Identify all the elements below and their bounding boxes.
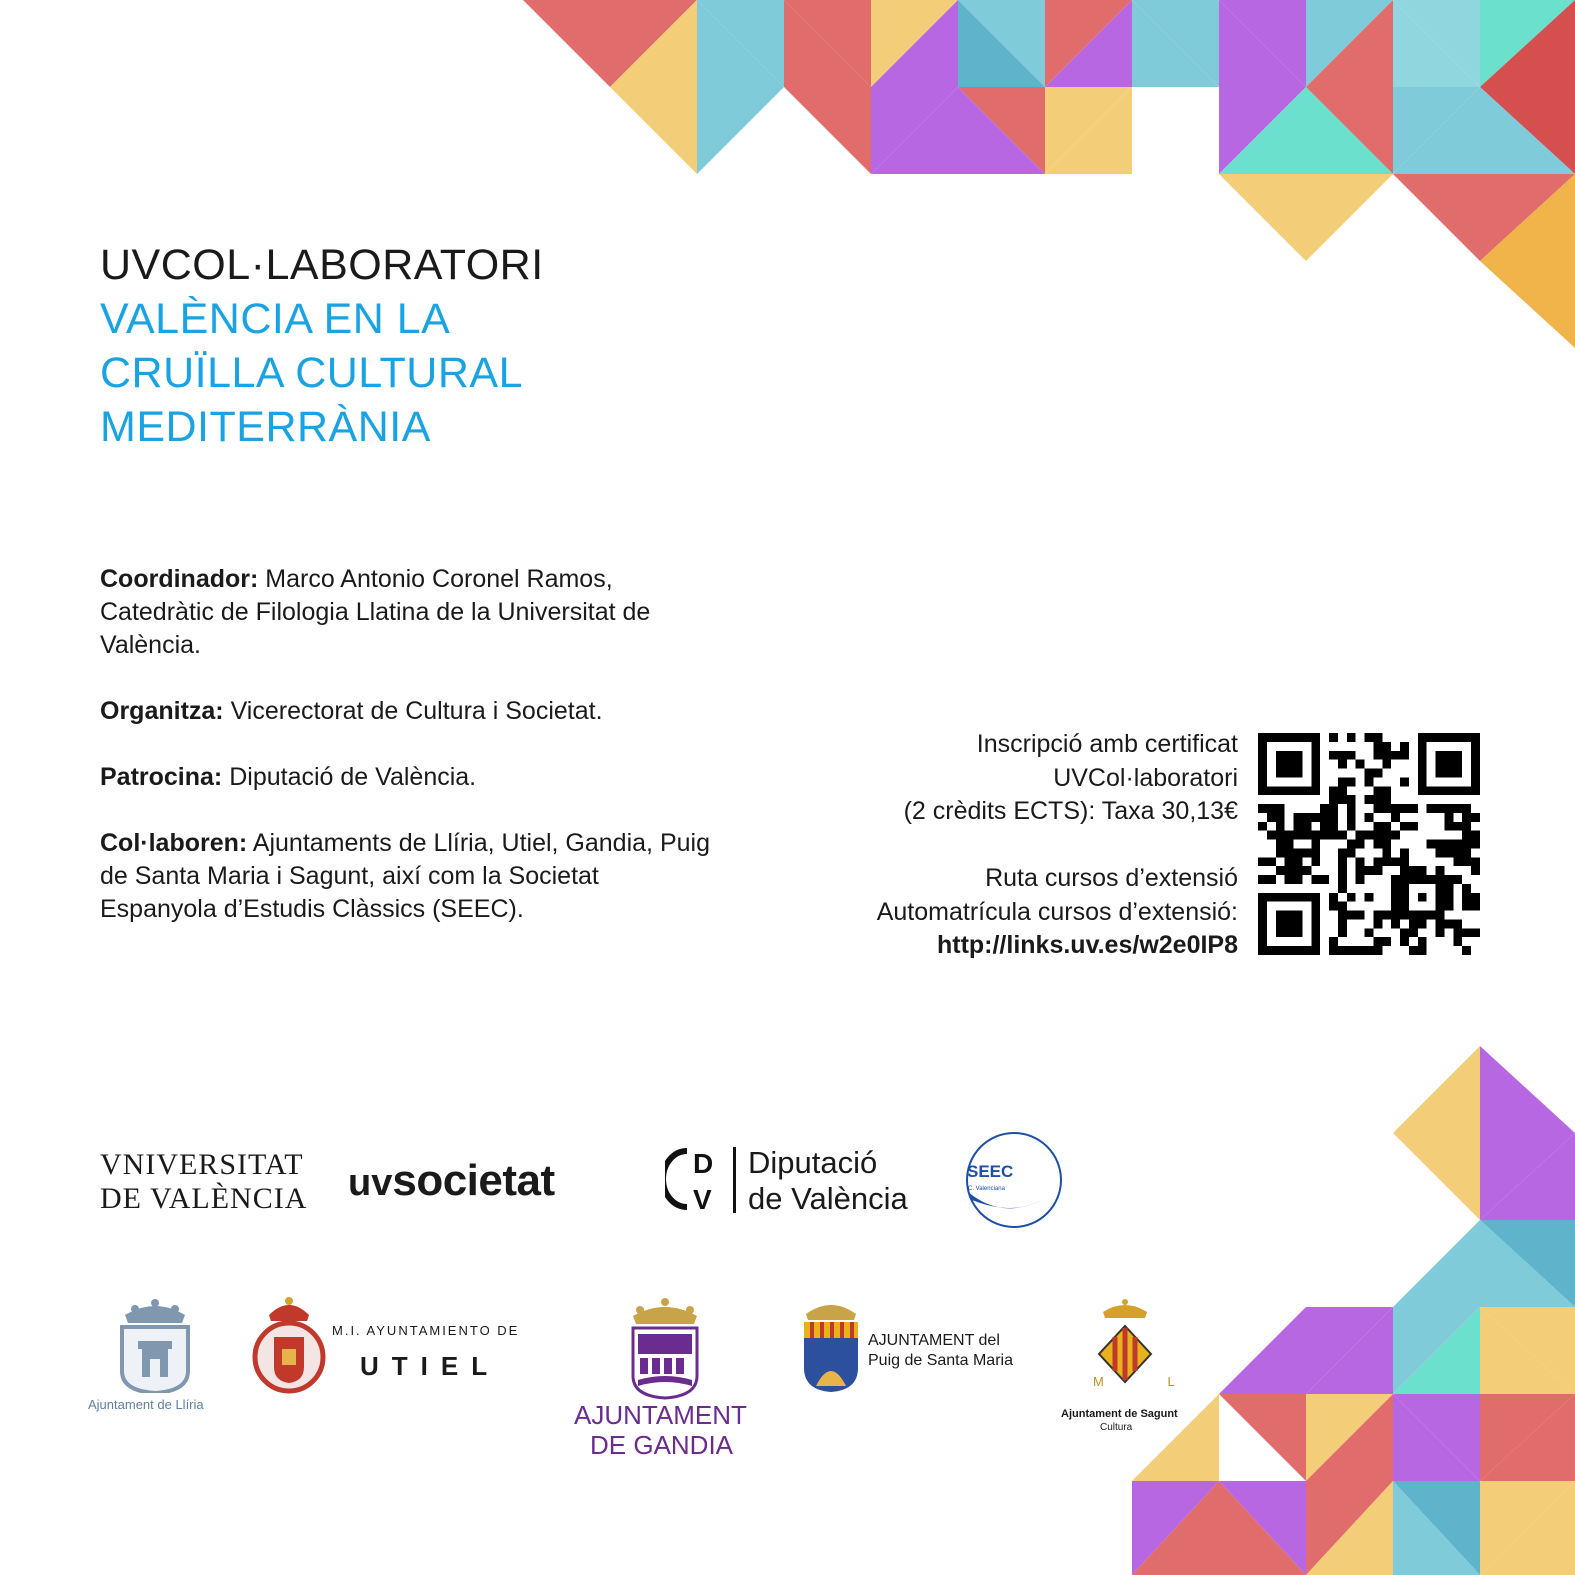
lliria-shield-icon (80, 1293, 230, 1393)
sagunt-line-1: Ajuntament de Sagunt (1061, 1408, 1178, 1420)
svg-text:V: V (693, 1184, 712, 1215)
sagunt-letters: M L (1093, 1374, 1205, 1389)
organizer-text: Vicerectorat de Cultura i Societat. (223, 697, 603, 725)
uvsocietat-logo (348, 1156, 608, 1212)
registration-line-1: Inscripció amb certificat (976, 730, 1238, 758)
uv-logo-line-2: DE VALÈNCIA (100, 1182, 308, 1215)
registration-line-5: Automatrícula cursos d’extensió: (876, 897, 1238, 926)
course-title-line-2: CRUÏLLA CULTURAL (100, 349, 523, 397)
collaborators-text: Ajuntaments de Llíria, Utiel, Gandia, Puig de Santa Maria i Sagunt, així com la Societat Espanyola d’Estudis Clàssics (SEEC). (100, 829, 710, 923)
program-name: UVCOL·LABORATORI (100, 241, 544, 289)
dv-divider (733, 1147, 736, 1213)
sponsor-text: Diputació de València. (222, 763, 477, 791)
uvsocietat-prefix: uv (348, 1162, 393, 1204)
puig-line-2: Puig de Santa Maria (868, 1352, 1013, 1369)
ajuntament-sagunt-logo (1055, 1296, 1205, 1441)
puig-line-1: AJUNTAMENT del (868, 1332, 1000, 1349)
sponsor-label: Patrocina: (100, 763, 223, 791)
uv-logo-line-1: VNIVERSITAT (100, 1148, 304, 1181)
seec-wave-icon (962, 1130, 1070, 1230)
ayuntamiento-utiel-logo (252, 1293, 552, 1403)
lliria-label: Ajuntament de Llíria (88, 1397, 204, 1412)
course-title-line-3: MEDITERRÀNIA (100, 403, 431, 451)
seec-logo (962, 1130, 1070, 1230)
ajuntament-gandia-logo (570, 1296, 760, 1461)
diputacio-line-1: Diputació (748, 1145, 878, 1180)
registration-link[interactable]: http://links.uv.es/w2e0IP8 (936, 931, 1238, 959)
course-details (100, 563, 720, 959)
course-title-line-1: VALÈNCIA EN LA (100, 295, 451, 343)
utiel-line-1: M.I. AYUNTAMIENTO DE (332, 1323, 520, 1338)
diputacio-line-2: de València (748, 1181, 908, 1216)
collaborators-label: Col·laboren: (100, 829, 248, 857)
registration-line-3: (2 crèdits ECTS): Taxa 30,13€ (903, 797, 1238, 825)
registration-line-4: Ruta cursos d’extensió (985, 864, 1238, 892)
coordinator-text: Marco Antonio Coronel Ramos, Catedràtic de Filologia Llatina de la Universitat de València. (100, 565, 651, 659)
gandia-line-1: AJUNTAMENT (574, 1400, 747, 1430)
coordinator-label: Coordinador: (100, 565, 259, 593)
organizer-label: Organitza: (100, 697, 224, 725)
utiel-seal-icon (252, 1293, 326, 1397)
diputacio-valencia-logo (665, 1143, 925, 1219)
universitat-valencia-logo (100, 1148, 315, 1218)
ajuntament-lliria-logo (80, 1293, 230, 1423)
ajuntament-puig-logo (800, 1296, 1030, 1396)
dv-mark-icon (665, 1143, 721, 1215)
sagunt-line-2: Cultura (1100, 1422, 1133, 1433)
gandia-line-2: DE GANDIA (590, 1430, 734, 1460)
coordinator-paragraph (100, 563, 720, 662)
seec-text: SEEC (967, 1162, 1014, 1181)
registration-line-2: UVCol·laboratori (1053, 763, 1238, 792)
organizer-paragraph (100, 695, 720, 728)
gandia-shield-icon (570, 1296, 760, 1400)
uvsocietat-name: societat (392, 1156, 555, 1205)
sponsor-paragraph (100, 761, 720, 794)
qr-code[interactable] (1258, 733, 1480, 955)
collaborators-paragraph (100, 827, 720, 926)
course-title-block (100, 238, 544, 454)
puig-shield-icon (800, 1296, 862, 1396)
utiel-line-2: UTIEL (360, 1351, 501, 1381)
svg-text:D: D (693, 1148, 714, 1179)
registration-info (780, 728, 1238, 963)
seec-subtext: C. Valenciana (968, 1186, 1005, 1192)
